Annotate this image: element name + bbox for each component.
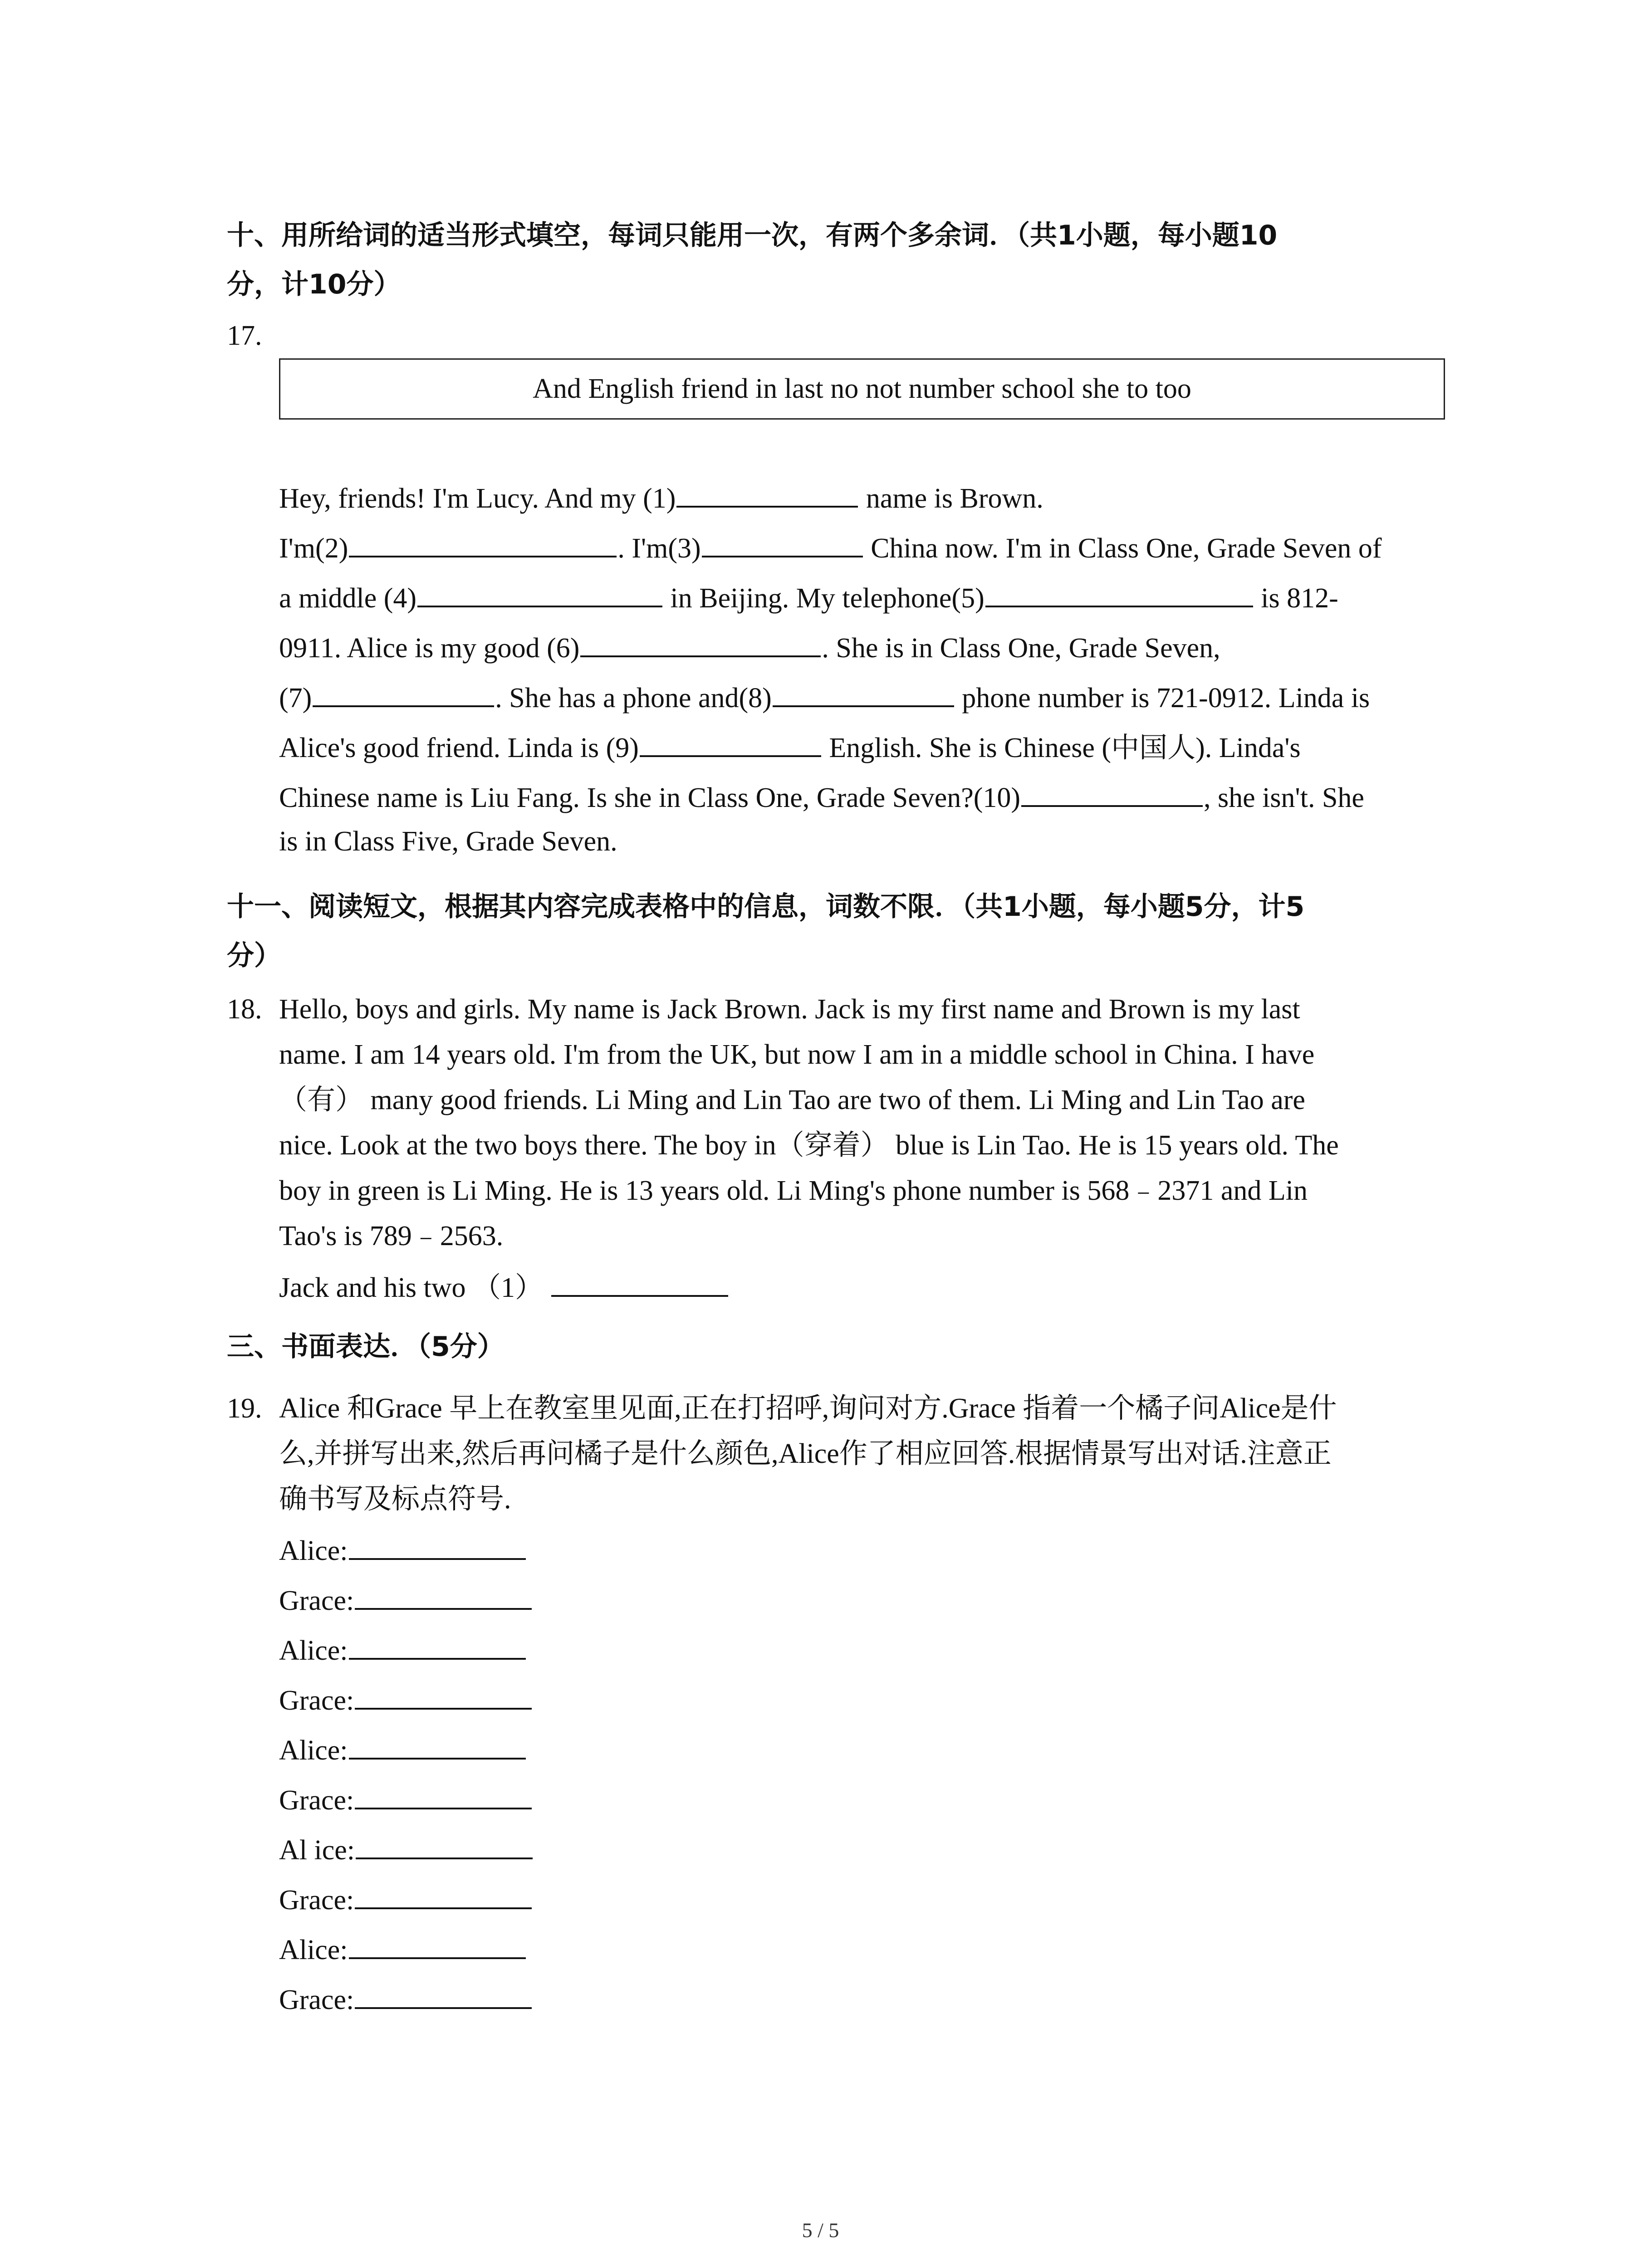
speaker-label: Grace: (279, 1785, 354, 1816)
section-3-heading (227, 1322, 1461, 1371)
text: Alice's good friend. Linda is (9) (279, 733, 639, 763)
word-bank-text: And English friend in last no not number school she to too (533, 373, 1191, 404)
section-11-heading (227, 882, 1461, 980)
dialog-blank[interactable] (349, 1626, 526, 1660)
text: Chinese name is Liu Fang. Is she in Class One, Grade Seven?(10) (279, 782, 1021, 813)
dialog-line-5 (279, 1726, 527, 1773)
q17-line-6 (279, 723, 1301, 771)
dialog-blank[interactable] (355, 1576, 532, 1610)
speaker-label: Al ice: (279, 1835, 355, 1866)
section-11-heading-line1: 十一、阅读短文，根据其内容完成表格中的信息，词数不限．（共1小题，每小题5分，计5 (227, 891, 1305, 923)
q17-line-2 (279, 524, 1382, 571)
question-17-number: 17. (227, 320, 262, 351)
blank-3[interactable] (702, 524, 863, 557)
blank-8[interactable] (773, 674, 954, 707)
q18-line-7 (279, 1263, 729, 1310)
q17-line-5 (279, 674, 1370, 721)
q18-line-6: Tao's is 789﹣2563. (279, 1221, 504, 1251)
dialog-blank[interactable] (355, 1676, 532, 1710)
dialog-blank[interactable] (349, 1726, 526, 1760)
dialog-blank[interactable] (355, 1876, 532, 1909)
q17-line-4 (279, 624, 1220, 671)
section-10-heading-line1: 十、用所给词的适当形式填空，每词只能用一次，有两个多余词．（共1小题，每小题10 (227, 220, 1278, 251)
speaker-label: Grace: (279, 1885, 354, 1916)
text: (7) (279, 683, 312, 714)
dialog-line-3 (279, 1626, 527, 1673)
dialog-line-4 (279, 1676, 533, 1723)
blank-1[interactable] (676, 474, 858, 508)
dialog-blank[interactable] (349, 1926, 526, 1959)
dialog-line-10 (279, 1975, 533, 2023)
text: , she isn't. She (1204, 782, 1364, 813)
text: Jack and his two （1） (279, 1272, 550, 1303)
dialog-line-7 (279, 1826, 534, 1873)
text: a middle (4) (279, 583, 417, 614)
q17-line-1 (279, 474, 1043, 521)
dialog-line-8 (279, 1876, 533, 1923)
text: English. She is Chinese (中国人). Linda's (822, 733, 1301, 763)
q18-line-2: name. I am 14 years old. I'm from the UK, but now I am in a middle school in China. I have (279, 1039, 1315, 1070)
blank-2[interactable] (349, 524, 617, 557)
q17-line-3 (279, 574, 1338, 621)
word-bank-box (279, 358, 1445, 420)
blank-4[interactable] (417, 574, 662, 607)
text: Hey, friends! I'm Lucy. And my (1) (279, 483, 676, 514)
dialog-blank[interactable] (356, 1826, 533, 1859)
text: phone number is 721-0912. Linda is (955, 683, 1370, 714)
blank-7[interactable] (313, 674, 494, 707)
question-18-number: 18. (227, 994, 262, 1025)
section-3-heading-line: 三、书面表达．（5分） (227, 1331, 505, 1363)
text: . She has a phone and(8) (495, 683, 772, 714)
text: . I'm(3) (617, 533, 701, 564)
dialog-line-2 (279, 1576, 533, 1623)
blank-6[interactable] (580, 624, 821, 657)
blank-5[interactable] (985, 574, 1253, 607)
dialog-blank[interactable] (355, 1975, 532, 2009)
dialog-blank[interactable] (349, 1526, 526, 1560)
q18-line-4: nice. Look at the two boys there. The boy in（穿着） blue is Lin Tao. He is 15 years old. The (279, 1130, 1339, 1161)
q18-line-5: boy in green is Li Ming. He is 13 years old. Li Ming's phone number is 568﹣2371 and Lin (279, 1175, 1308, 1206)
speaker-label: Alice: (279, 1735, 348, 1766)
page-number: 5 / 5 (802, 2219, 839, 2242)
text: name is Brown. (859, 483, 1043, 514)
speaker-label: Alice: (279, 1935, 348, 1965)
text: in Beijing. My telephone(5) (663, 583, 985, 614)
dialog-line-6 (279, 1776, 533, 1823)
q19-line-3: 确书写及标点符号. (279, 1484, 511, 1515)
text: I'm(2) (279, 533, 348, 564)
q17-line-8: is in Class Five, Grade Seven. (279, 826, 617, 857)
q19-line-2: 么,并拼写出来,然后再问橘子是什么颜色,Alice作了相应回答.根据情景写出对话.注意正 (279, 1438, 1332, 1469)
blank-q18-1[interactable] (551, 1263, 728, 1297)
section-10-heading (227, 211, 1461, 309)
speaker-label: Grace: (279, 1984, 354, 2015)
text: 0911. Alice is my good (6) (279, 633, 580, 664)
text: China now. I'm in Class One, Grade Seven of (863, 533, 1382, 564)
blank-10[interactable] (1021, 773, 1203, 807)
section-11-heading-line2: 分） (227, 940, 281, 972)
dialog-blank[interactable] (355, 1776, 532, 1809)
section-10-heading-line2: 分，计10分） (227, 269, 401, 300)
dialog-line-9 (279, 1926, 527, 1973)
text: . She is in Class One, Grade Seven, (822, 633, 1220, 664)
speaker-label: Grace: (279, 1685, 354, 1716)
speaker-label: Alice: (279, 1535, 348, 1566)
dialog-line-1 (279, 1526, 527, 1574)
question-19-number: 19. (227, 1393, 262, 1424)
q19-line-1: Alice 和Grace 早上在教室里见面,正在打招呼,询问对方.Grace 指着一个橘子问Alice是什 (279, 1393, 1337, 1424)
q18-line-3: （有） many good friends. Li Ming and Lin Tao are two of them. Li Ming and Lin Tao are (279, 1085, 1305, 1115)
speaker-label: Alice: (279, 1635, 348, 1666)
q17-line-7 (279, 773, 1364, 821)
q18-line-1: Hello, boys and girls. My name is Jack Brown. Jack is my first name and Brown is my last (279, 994, 1300, 1025)
text: is 812- (1254, 583, 1338, 614)
speaker-label: Grace: (279, 1585, 354, 1616)
blank-9[interactable] (640, 723, 821, 757)
